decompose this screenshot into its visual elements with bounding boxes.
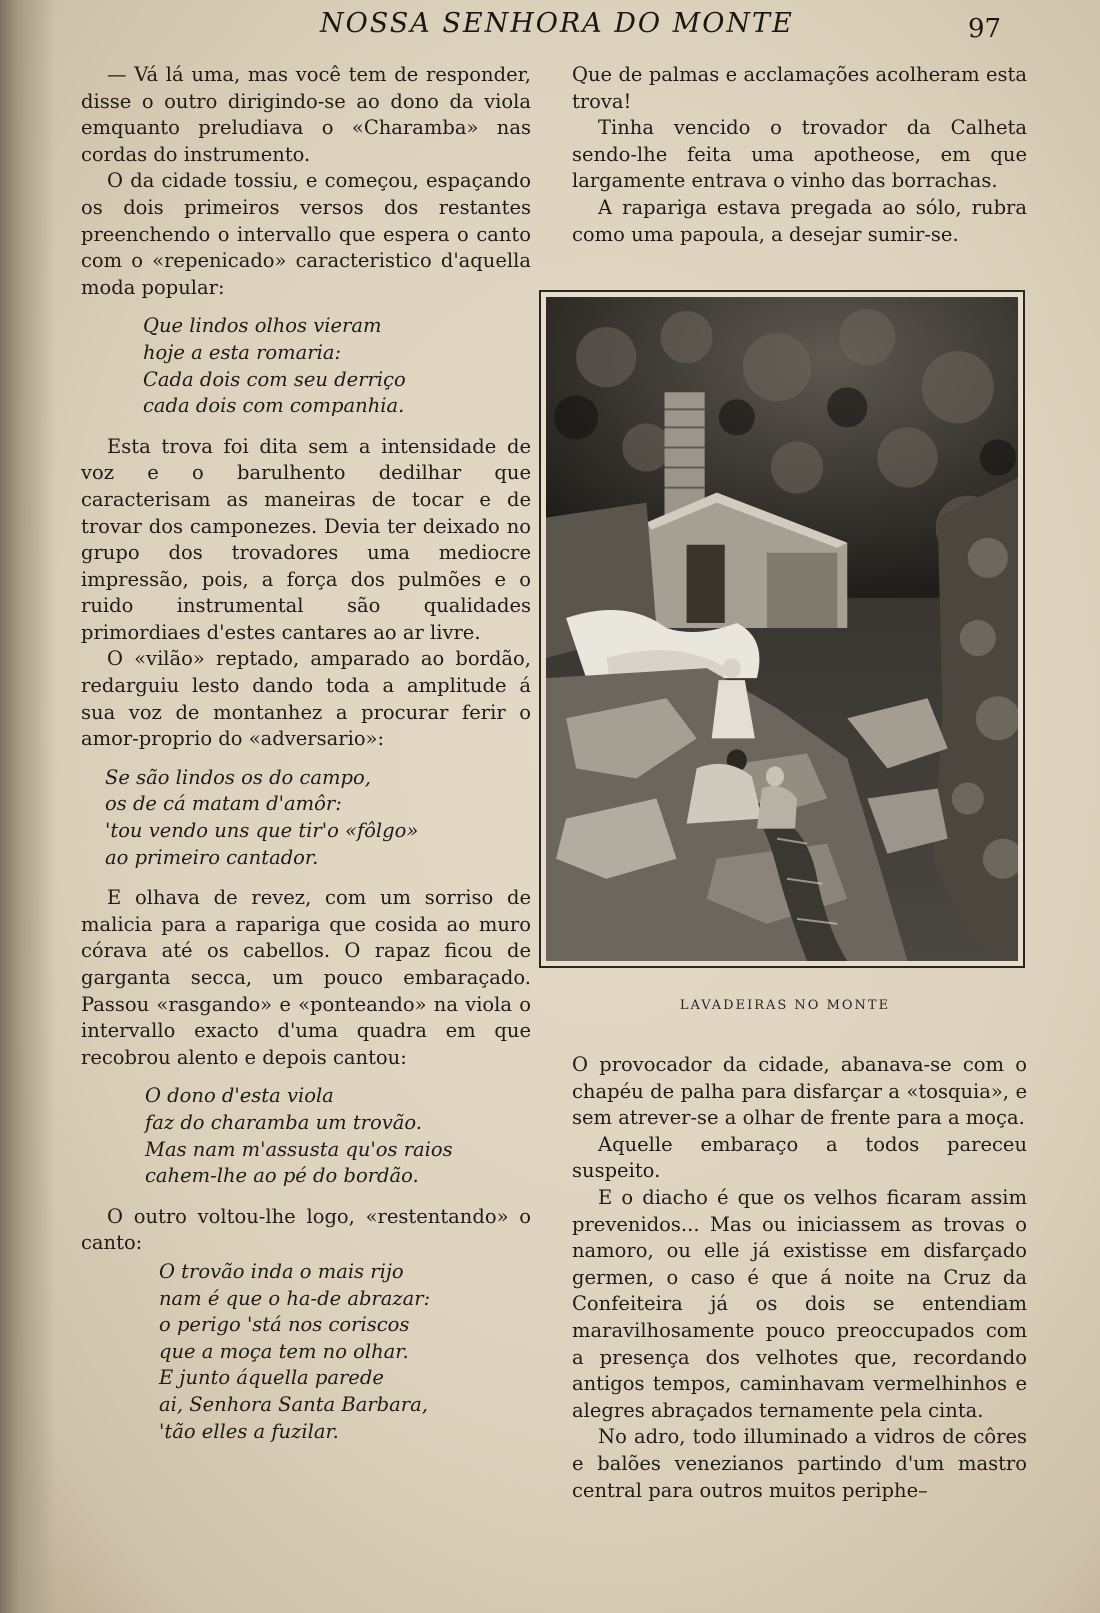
paragraph: E o diacho é que os velhos ficaram assim prevenidos... Mas ou iniciassem as trovas o namoro, ou elle já existisse em disfarçado germen, o caso é que á noite na Cruz da Confeiteira já os dois se entendiam maravilhosamente pouco preoccupados com a presença dos velhotes que, recordando antigos tempos, caminhavam vermelhinhos e alegres abraçados ternamente pela cinta. <box>572 1185 1027 1422</box>
verse-line: Cada dois com seu derriço <box>143 367 406 391</box>
paragraph: Que de palmas e acclamações acolheram esta trova! <box>572 63 1027 113</box>
paragraph: O da cidade tossiu, e começou, espaçando os dois primeiros versos dos restantes preenchendo o intervallo que espera o canto com o «repenicado» caracteristico d'aquella moda popular: <box>81 169 531 299</box>
verse-line: E junto áquella parede <box>159 1366 384 1390</box>
photograph-image <box>546 297 1018 961</box>
verse-line: os de cá matam d'amôr: <box>105 792 342 816</box>
right-text-column-top <box>572 62 1027 248</box>
paragraph: — Vá lá uma, mas você tem de responder, disse o outro dirigindo-se ao dono da viola emquanto preludiava o «Charamba» nas cordas do instrumento. <box>81 63 531 166</box>
paragraph: Tinha vencido o trovador da Calheta sendo-lhe feita uma apotheose, em que largamente entrava o vinho das borrachas. <box>572 116 1027 193</box>
left-text-column <box>81 62 531 1459</box>
verse-line: cahem-lhe ao pé do bordão. <box>145 1164 419 1188</box>
verse-line: faz do charamba um trovão. <box>145 1110 422 1134</box>
verse-line: cada dois com companhia. <box>143 394 405 418</box>
photo-caption: LAVADEIRAS NO MONTE <box>679 998 891 1013</box>
photograph-washerwomen <box>539 290 1025 968</box>
verse-line: O dono d'esta viola <box>145 1084 334 1108</box>
verse-line: O trovão inda o mais rijo <box>159 1259 404 1283</box>
verse-line: o perigo 'stá nos coriscos <box>159 1313 410 1337</box>
paragraph: No adro, todo illuminado a vidros de côres e balões venezianos partindo d'um mastro central para outros muitos periphe– <box>572 1425 1027 1502</box>
paragraph: O outro voltou-lhe logo, «restentando» o canto: <box>81 1204 531 1255</box>
paragraph: O «vilão» reptado, amparado ao bordão, redarguiu lesto dando toda a amplitude á sua voz de montanhez a procurar ferir o amor-proprio do «adversario»: <box>81 647 531 751</box>
verse-line: Que lindos olhos vieram <box>143 314 382 338</box>
verse-line: nam é que o ha-de abrazar: <box>159 1286 431 1310</box>
verse-line: ai, Senhora Santa Barbara, <box>159 1392 428 1416</box>
verse-line: Se são lindos os do campo, <box>105 765 371 789</box>
verse-line: ao primeiro cantador. <box>105 845 319 869</box>
verse-stanza <box>105 765 531 871</box>
page-number: 97 <box>968 14 1002 44</box>
verse-stanza <box>159 1259 531 1445</box>
paragraph: E olhava de revez, com um sorriso de malicia para a rapariga que cosida ao muro córava até os cabellos. O rapaz ficou de garganta secca, um pouco embaraçado. Passou «rasgando» e «ponteando» na viola o intervallo exacto d'uma quadra em que recobrou alento e depois cantou: <box>81 886 531 1069</box>
verse-line: 'tão elles a fuzilar. <box>159 1419 339 1443</box>
paragraph: O provocador da cidade, abanava-se com o chapéu de palha para disfarçar a «tosquia», e sem atrever-se a olhar de frente para a moça. <box>572 1053 1027 1130</box>
verse-line: hoje a esta romaria: <box>143 340 342 364</box>
running-title: NOSSA SENHORA DO MONTE <box>320 8 794 39</box>
paragraph: A rapariga estava pregada ao sólo, rubra como uma papoula, a desejar sumir-se. <box>572 195 1027 246</box>
paragraph: Esta trova foi dita sem a intensidade de voz e o barulhento dedilhar que caracterisam as maneiras de tocar e de trovar dos camponezes. Devia ter deixado no grupo dos trovadores uma mediocre impressão, pois, a força dos pulmões e o ruido instrumental são qualidades primordiaes d'estes cantares ao ar livre. <box>81 434 531 644</box>
right-text-column-bottom <box>572 1052 1027 1504</box>
binding-gutter-shadow <box>0 0 55 1613</box>
verse-stanza <box>143 313 531 419</box>
verse-line: que a moça tem no olhar. <box>159 1339 409 1363</box>
paragraph: Aquelle embaraço a todos pareceu suspeito. <box>572 1132 1027 1183</box>
verse-line: Mas nam m'assusta qu'os raios <box>145 1137 453 1161</box>
verse-stanza <box>145 1083 531 1189</box>
verse-line: 'tou vendo uns que tir'o «fôlgo» <box>105 819 419 843</box>
